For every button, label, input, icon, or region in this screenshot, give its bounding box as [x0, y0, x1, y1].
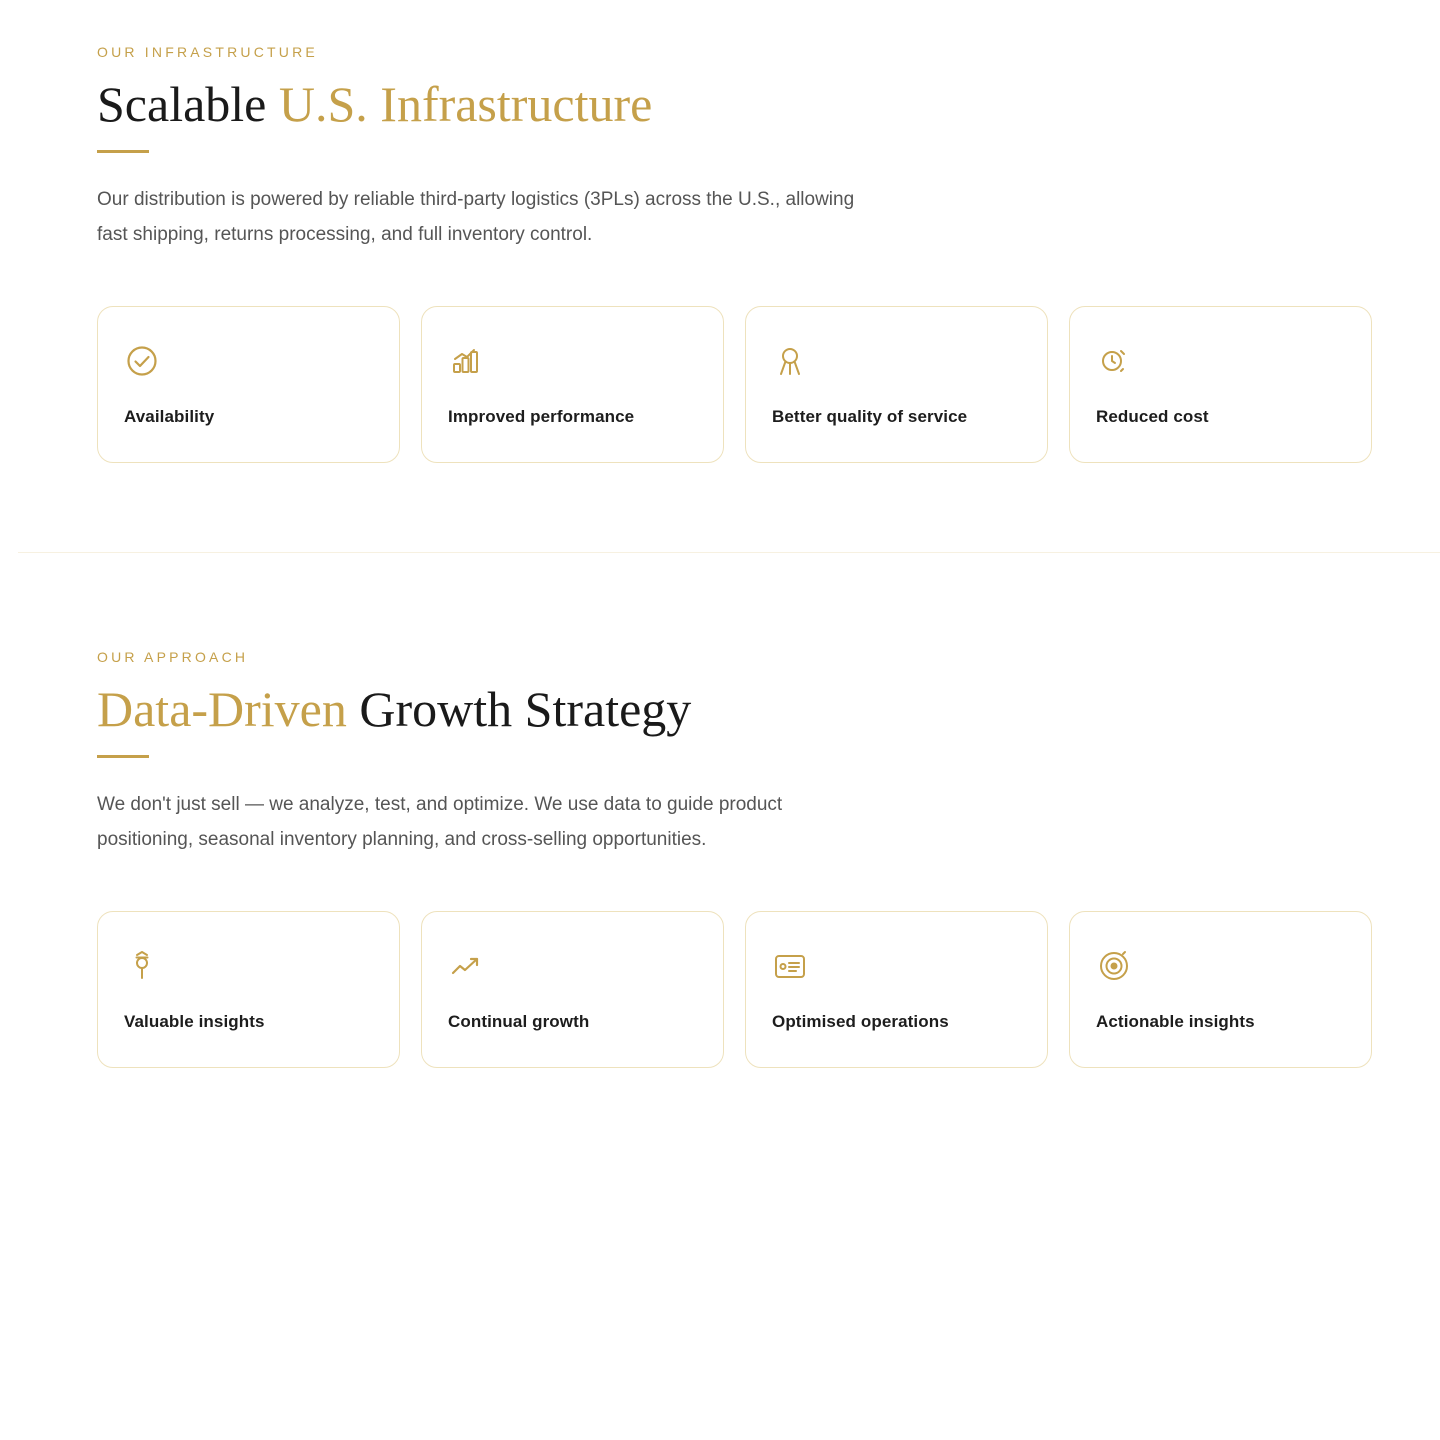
check-circle-icon — [124, 343, 160, 379]
feature-card-quality — [745, 306, 1048, 463]
feature-card-label: Improved performance — [448, 407, 635, 426]
approach-section — [97, 647, 1372, 1068]
heading-underline — [97, 755, 149, 758]
section-heading — [97, 72, 1372, 136]
feature-card-label: Continual growth — [448, 1012, 590, 1031]
gem-insight-icon — [124, 948, 160, 984]
section-description: Our distribution is powered by reliable third-party logistics (3PLs) across the U.S., allowing fast shipping, returns processing, and full inventory control. — [97, 189, 855, 245]
clock-cost-icon — [1096, 343, 1132, 379]
trending-up-icon — [448, 948, 484, 984]
feature-card-label: Better quality of service — [772, 407, 968, 426]
bar-chart-icon — [448, 343, 484, 379]
section-description: We don't just sell — we analyze, test, and optimize. We use data to guide product positioning, seasonal inventory planning, and cross-selling opportunities. — [97, 794, 783, 850]
heading-accent: U.S. Infrastructure — [278, 76, 653, 132]
feature-cards — [97, 911, 1372, 1068]
feature-card-label: Actionable insights — [1096, 1012, 1255, 1031]
heading-accent: Data-Driven — [97, 681, 347, 737]
infrastructure-section — [97, 42, 1372, 463]
feature-card-actionable-insights — [1069, 911, 1372, 1068]
feature-card-valuable-insights — [97, 911, 400, 1068]
feature-card-label: Valuable insights — [124, 1012, 265, 1031]
feature-card-availability — [97, 306, 400, 463]
section-heading — [97, 677, 1372, 741]
feature-card-optimised-operations — [745, 911, 1048, 1068]
section-divider — [18, 552, 1440, 553]
feature-card-performance — [421, 306, 724, 463]
feature-card-label: Optimised operations — [772, 1012, 949, 1031]
heading-underline — [97, 150, 149, 153]
section-eyebrow: OUR APPROACH — [97, 649, 249, 665]
feature-card-cost — [1069, 306, 1372, 463]
award-ribbon-icon — [772, 343, 808, 379]
id-card-icon — [772, 948, 808, 984]
target-icon — [1096, 948, 1132, 984]
feature-card-label: Availability — [124, 407, 215, 426]
feature-card-label: Reduced cost — [1096, 407, 1209, 426]
section-eyebrow: OUR INFRASTRUCTURE — [97, 44, 318, 60]
heading-plain: Scalable — [97, 76, 267, 132]
heading-plain: Growth Strategy — [359, 681, 692, 737]
feature-cards — [97, 306, 1372, 463]
feature-card-continual-growth — [421, 911, 724, 1068]
